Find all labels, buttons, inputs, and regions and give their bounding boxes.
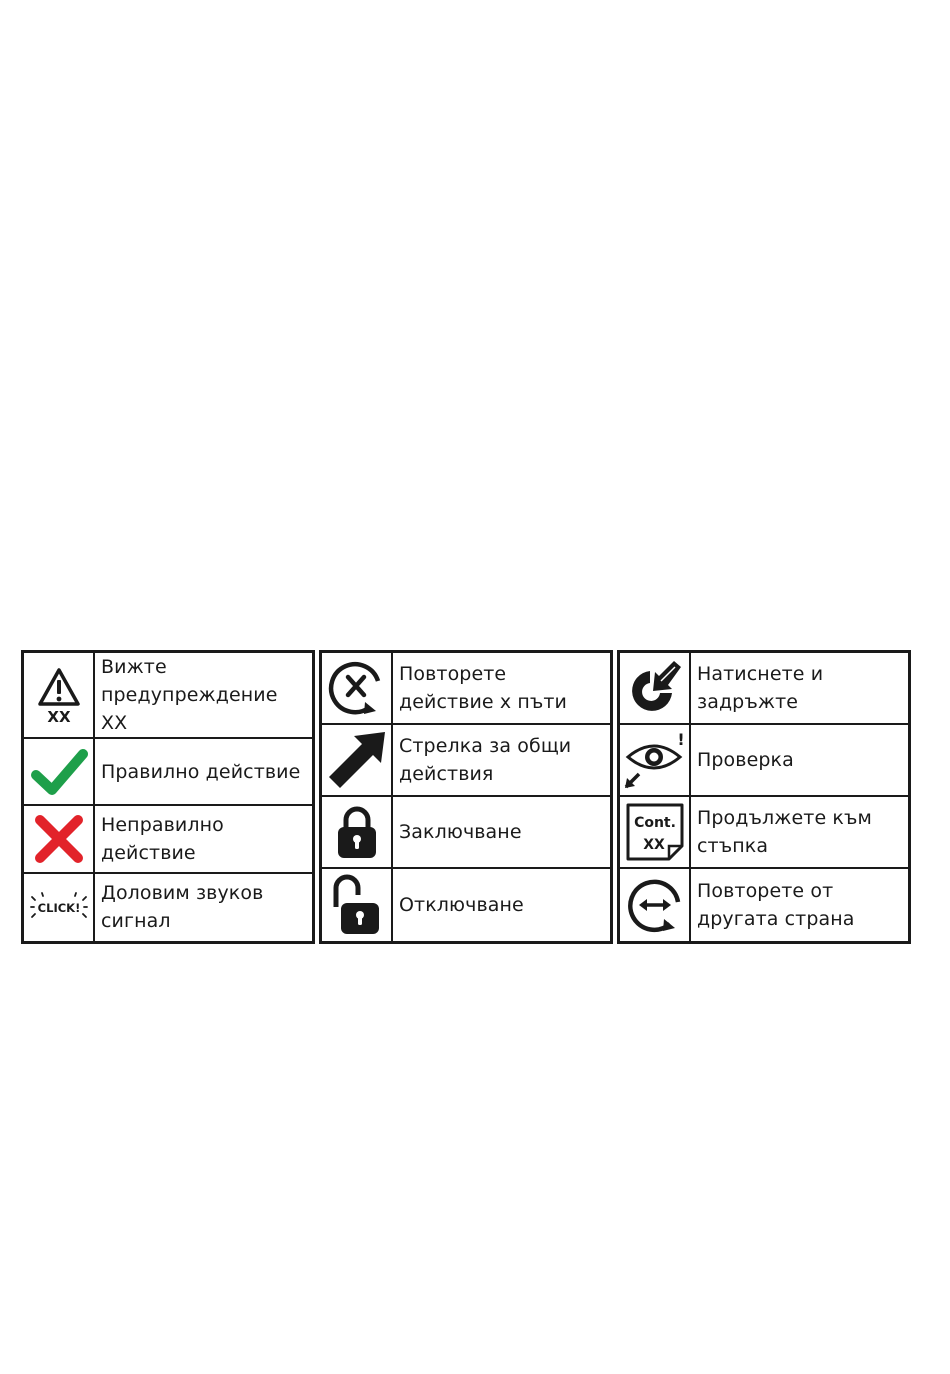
legend-icon-cell: [24, 806, 95, 873]
diagonal-arrow-icon: [326, 729, 388, 791]
legend-icon-cell: [620, 725, 691, 797]
legend-label: Стрелка за общи действия: [393, 725, 610, 797]
legend-icon-cell: [322, 725, 393, 797]
legend-icon-cell: [620, 653, 691, 725]
legend-icon-cell: [24, 653, 95, 739]
legend-icon-cell: [620, 797, 691, 869]
legend-icon-cell: [322, 869, 393, 941]
continue-step-icon: [625, 802, 685, 862]
legend-label: Заключване: [393, 797, 610, 869]
legend-label: Вижте предупреждение XX: [95, 653, 312, 739]
legend-label: Неправилно действие: [95, 806, 312, 873]
legend-label: Доловим звуков сигнал: [101, 882, 264, 933]
symbol-legend-table: [21, 650, 911, 944]
repeat-x-times-icon: [328, 659, 386, 717]
lock-closed-icon: [335, 803, 379, 861]
legend-label: Проверка: [691, 725, 908, 797]
legend-panel-2: [319, 650, 613, 944]
legend-label: Повторете от другата страна: [697, 880, 855, 930]
legend-label: Повторете действие х пъти: [393, 653, 610, 725]
legend-icon-cell: [620, 869, 691, 941]
warning-icon-code: XX: [46, 708, 71, 724]
click-sound-icon: [28, 887, 90, 927]
press-and-hold-icon: [626, 659, 684, 717]
legend-label: Натиснете и задръжте: [691, 653, 908, 725]
green-check-icon: [30, 747, 88, 797]
legend-panel-3: [617, 650, 911, 944]
legend-icon-cell: [24, 874, 95, 941]
legend-label: Правилно действие: [95, 739, 312, 806]
repeat-other-side-icon: [626, 876, 684, 934]
red-cross-icon: [32, 812, 86, 866]
inspect-eye-icon: [623, 729, 687, 791]
legend-icon-cell: [24, 739, 95, 806]
legend-panel-1: [21, 650, 315, 944]
legend-label: Продължете към стъпка: [691, 797, 908, 869]
legend-label: Отключване: [399, 894, 524, 916]
click-icon-text: CLICK!: [37, 901, 80, 916]
lock-open-icon: [331, 873, 383, 937]
legend-icon-cell: [322, 797, 393, 869]
warning-triangle-icon: [34, 666, 84, 724]
inspect-icon-mark: !: [676, 730, 685, 749]
continue-icon-code: XX: [642, 837, 665, 853]
continue-icon-text: Cont.: [633, 815, 676, 831]
legend-icon-cell: [322, 653, 393, 725]
